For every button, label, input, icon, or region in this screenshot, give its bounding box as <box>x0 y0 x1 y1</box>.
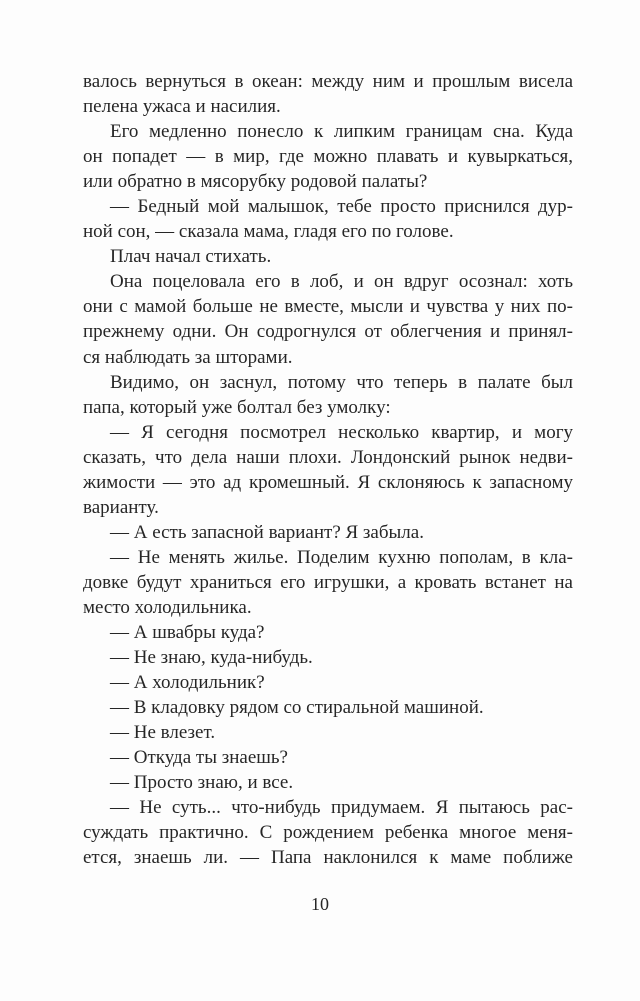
text-line: — Откуда ты знаешь? <box>110 747 288 769</box>
text-line: ной сон, — сказала мама, гладя его по голове. <box>83 221 454 243</box>
body-text <box>83 69 573 871</box>
text-line: — А холодильник? <box>110 672 265 694</box>
text-line: ется, знаешь ли. — Папа наклонился к маме поближе <box>83 847 573 869</box>
text-line: пелена ужаса и насилия. <box>83 96 281 118</box>
text-line: жимости — это ад кромешный. Я склоняюсь к запасному <box>83 471 573 493</box>
text-line: довке будут храниться его игрушки, а кровать встанет на <box>83 571 573 593</box>
text-line: папа, который уже болтал без умолку: <box>83 396 391 418</box>
text-line: — В кладовку рядом со стиральной машиной. <box>110 697 484 719</box>
text-line: место холодильника. <box>83 596 252 618</box>
text-line: — А есть запасной вариант? Я забыла. <box>110 521 424 543</box>
text-line: — Не влезет. <box>110 722 216 744</box>
text-line: суждать практично. С рождением ребенка многое меня- <box>83 822 573 844</box>
text-line: ся наблюдать за шторами. <box>83 346 293 368</box>
text-line: прежнему одни. Он содрогнулся от облегчения и принял- <box>83 321 573 343</box>
text-line: они с мамой больше не вместе, мысли и чувства у них по- <box>83 296 573 318</box>
text-line: — Не суть... что-нибудь придумаем. Я пытаюсь рас- <box>110 797 573 819</box>
text-line: — Я сегодня посмотрел несколько квартир, и могу <box>110 421 573 443</box>
text-line: Она поцеловала его в лоб, и он вдруг осознал: хоть <box>110 271 573 293</box>
text-line: сказать, что дела наши плохи. Лондонский рынок недви- <box>83 446 573 468</box>
text-line: Плач начал стихать. <box>110 246 272 268</box>
text-line: или обратно в мясорубку родовой палаты? <box>83 171 428 193</box>
text-line: варианту. <box>83 496 159 518</box>
text-line: Видимо, он заснул, потому что теперь в палате был <box>110 371 573 393</box>
text-line: он попадет — в мир, где можно плавать и кувыркаться, <box>83 146 573 168</box>
text-line: валось вернуться в океан: между ним и прошлым висела <box>83 71 573 92</box>
text-line: — Не знаю, куда-нибудь. <box>110 647 313 669</box>
page-number: 10 <box>311 894 329 914</box>
text-line: — Просто знаю, и все. <box>110 772 294 794</box>
text-line: Его медленно понесло к липким границам сна. Куда <box>110 121 573 143</box>
text-line: — Не менять жилье. Поделим кухню пополам, в кла- <box>110 546 573 568</box>
text-line: — Бедный мой малышок, тебе просто приснился дур- <box>110 196 573 218</box>
text-line: — А швабры куда? <box>110 622 265 644</box>
